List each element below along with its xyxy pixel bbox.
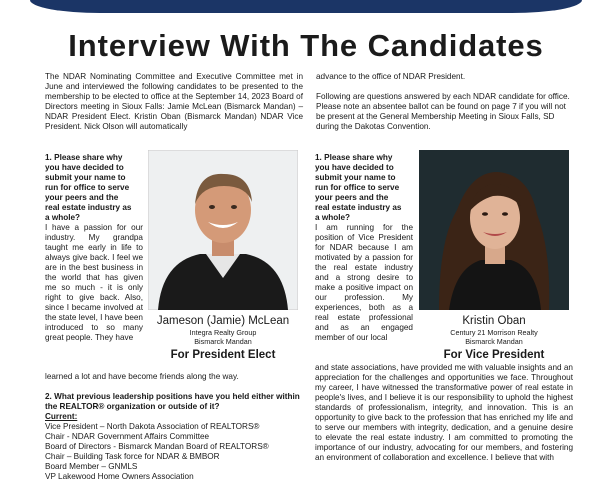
question1-line: 1. Please share why — [45, 153, 123, 162]
header-band — [30, 0, 582, 13]
question1-line: a whole? — [315, 213, 351, 222]
question1-line: real estate industry as — [315, 203, 402, 212]
question1-line: you have decided to — [315, 163, 394, 172]
intro-right — [316, 72, 572, 132]
question1-line: run for office to serve — [45, 183, 130, 192]
kristin-caption — [414, 314, 574, 362]
question2-heading: 2. What previous leadership positions have you held either within the REALTOR® organization or outside of it? — [45, 392, 300, 411]
question1-heading — [45, 153, 143, 223]
kristin-office: For Vice President — [443, 349, 545, 361]
question1-line: submit your name to — [315, 173, 396, 182]
kristin-question1-block — [315, 153, 413, 343]
position-item: Board Member – GNMLS — [45, 462, 138, 471]
current-label: Current: — [45, 412, 78, 421]
page-title: Interview With The Candidates — [68, 28, 544, 63]
kristin-portrait-image — [419, 150, 569, 310]
jamie-caption — [143, 314, 303, 362]
jamie-answer1-wide: learned a lot and have become friends along the way. — [45, 372, 239, 381]
position-item: Chair - NDAR Government Affairs Committee — [45, 432, 210, 441]
question1-line: real estate industry as — [45, 203, 132, 212]
kristin-name: Kristin Oban — [462, 315, 526, 327]
intro-left-text: The NDAR Nominating Committee and Executive Committee met in June and interviewed the following candidates to be presented to the membership to be elected to office at the September 14, 2023 Board of Directors meeting in Sioux Falls: Jamie McLean (Bismarck Mandan) – NDAR President Elect. Kristin Oban (Bismarck Mandan) NDAR Vice President. Nick Olson will automatically — [45, 72, 303, 131]
kristin-photo — [419, 150, 569, 310]
jamie-portrait-image — [148, 150, 298, 310]
jamie-answer1-cont — [45, 372, 303, 482]
kristin-company: Century 21 Morrison Realty — [450, 328, 538, 337]
question1-line: you have decided to — [45, 163, 124, 172]
question1-line: run for office to serve — [315, 183, 400, 192]
position-item: Vice President – North Dakota Association of REALTORS® — [45, 422, 260, 431]
question1-line: a whole? — [45, 213, 81, 222]
jamie-photo — [148, 150, 298, 310]
position-item: Chair – Building Task force for NDAR & BMBOR — [45, 452, 220, 461]
intro-right-text: Following are questions answered by each NDAR candidate for office. Please note an absentee ballot can be found on page 7 if you will not be present at the General Membership Meeting in Sioux Falls, SD during the Dakotas Convention. — [316, 92, 570, 131]
kristin-answer1-cont — [315, 363, 573, 463]
kristin-city: Bismarck Mandan — [465, 337, 523, 346]
intro-right-line1: advance to the office of NDAR President. — [316, 72, 466, 81]
question1-line: your peers and the — [315, 193, 389, 202]
intro-left — [45, 72, 303, 132]
position-item: VP Lakewood Home Owners Association — [45, 472, 194, 481]
jamie-name: Jameson (Jamie) McLean — [156, 315, 290, 327]
jamie-answer1: I have a passion for our industry. My grandpa taught me early in life to always give back. I feel we are in the best business in the world that has given me so much - it is only right to give back. Also, since I became involved at the state level, I have been introduced to so many great people. They have — [45, 223, 143, 342]
kristin-answer1-wide: and state associations, have provided me with valuable insights and an appreciation for the challenges and opportunities we face. Throughout my career, I have witnessed the transformative power of real estate in people's lives, and I believe it is our responsibility to uphold the highest standards of professionalism, integrity, and innovation. This is an opportunity to give back to the profession that has enriched my life and to serve our members with integrity, dedication, and a genuine desire to elevate the real estate industry. I am committed to promoting the importance of our industry, advocating for our members, and fostering an environment of collaboration and excellence. I believe that with — [315, 363, 573, 462]
jamie-city: Bismarck Mandan — [194, 337, 252, 346]
question1-line: 1. Please share why — [315, 153, 393, 162]
jamie-question1-block — [45, 153, 143, 343]
position-item: Board of Directors - Bismarck Mandan Board of REALTORS® — [45, 442, 269, 451]
question1-line: your peers and the — [45, 193, 119, 202]
kristin-answer1: I am running for the position of Vice President for NDAR because I am motivated by a passion for the real estate industry and a strong desire to make a positive impact on our profession. My experiences, both as a real estate professional and as an engaged member of our local — [315, 223, 413, 342]
question1-line: submit your name to — [45, 173, 126, 182]
jamie-office: For President Elect — [170, 349, 276, 361]
jamie-company: Integra Realty Group — [189, 328, 257, 337]
question1-heading — [315, 153, 413, 223]
